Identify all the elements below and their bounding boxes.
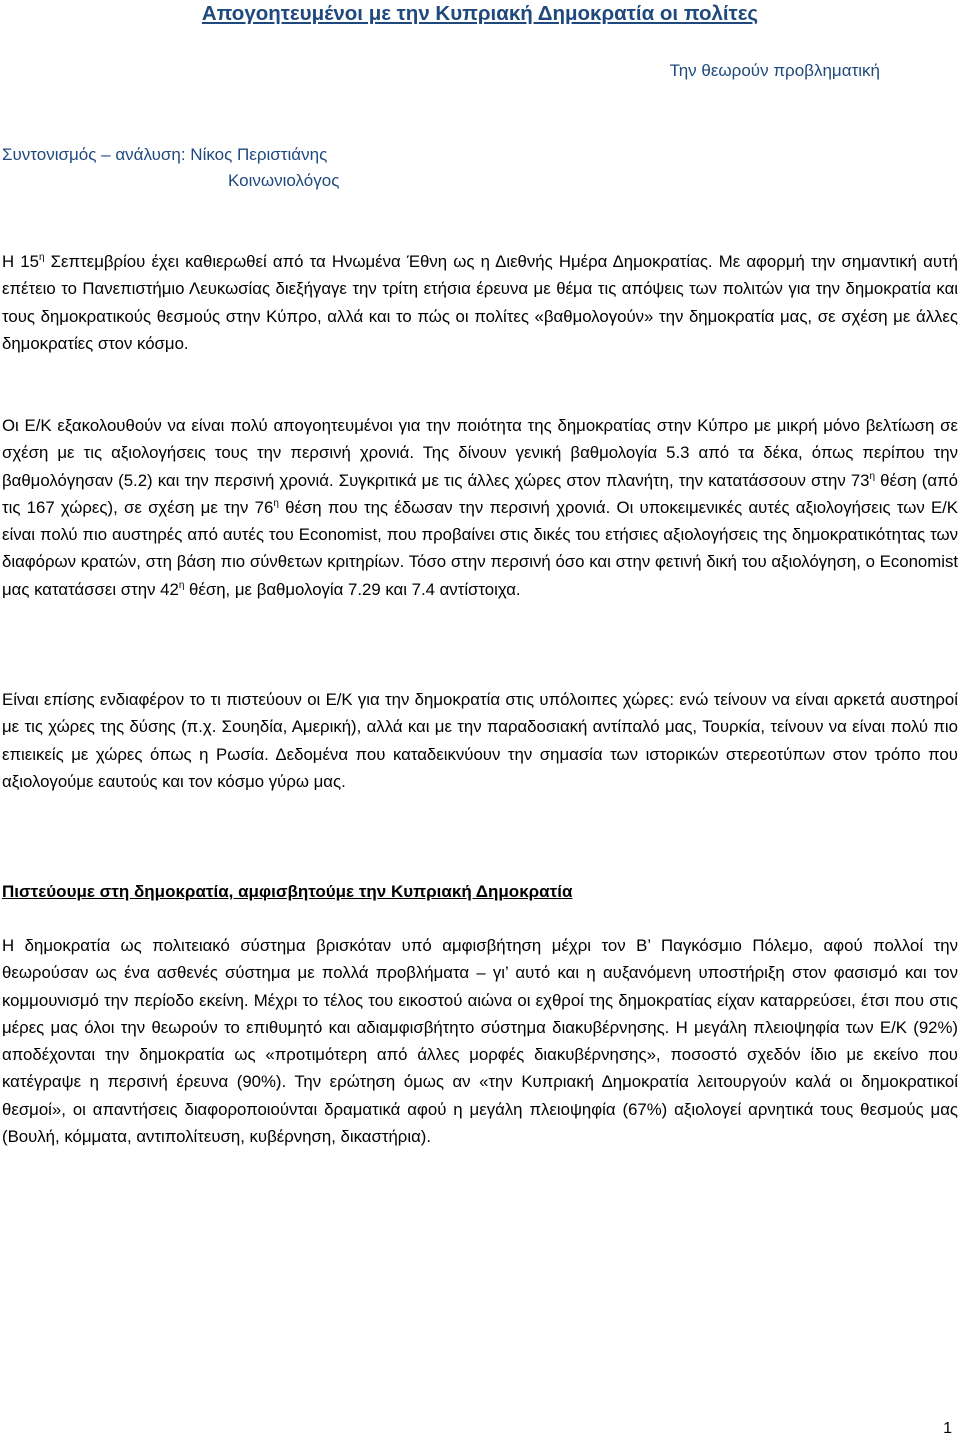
page-subtitle: Την θεωρούν προβληματική [669, 61, 880, 80]
section-heading: Πιστεύουμε στη δημοκρατία, αμφισβητούμε την Κυπριακή Δημοκρατία [2, 882, 573, 901]
text-run: θέση, με βαθμολογία 7.29 και 7.4 αντίστοιχα. [184, 579, 521, 599]
superscript: η [273, 497, 279, 509]
text-run: θέση (από τις 167 χώρες), σε σχέση με την 76 [2, 470, 958, 517]
text-run: Η 15 [2, 252, 39, 271]
byline-coordination: Συντονισμός – ανάλυση: Νίκος Περιστιάνης [2, 145, 328, 164]
paragraph-other-countries: Είναι επίσης ενδιαφέρον το τι πιστεύουν οι Ε/Κ για την δημοκρατία στις υπόλοιπες χώρες: ενώ τείνουν να είναι αρκετά αυστηροί με τις χώρες της δύσης (π.χ. Σουηδία, Αμερική), αλλά και με την παραδοσιακή αντίπαλό μας, Τουρκία, τείνουν να είναι πολύ πιο επιεικείς με χώρες όπως η Ρωσία. Δεδομένα που καταδεικνύουν την σημασία των ιστορικών στερεοτύπων στον τρόπο που αξιολογούμε εαυτούς και τον κόσμο γύρω μας. [2, 690, 958, 791]
page-number: 1 [943, 1420, 952, 1437]
paragraph-belief: Η δημοκρατία ως πολιτειακό σύστημα βρισκόταν υπό αμφισβήτηση μέχρι τον Β’ Παγκόσμιο Πόλεμο, αφού πολλοί την θεωρούσαν ως ένα ασθενές σύστημα με πολλά προβλήματα – γι’ αυτό και η αυξανόμενη υποστήριξη στον φασισμό και τον κομμουνισμό την περίοδο εκείνη. Μέχρι το τέλος του εικοστού αιώνα οι εχθροί της δημοκρατίας είχαν καταρρεύσει, έτσι που στις μέρες μας όλοι την θεωρούν το επιθυμητό και αδιαμφισβήτητο σύστημα διακυβέρνησης. Η μεγάλη πλειοψηφία των Ε/Κ (92%) αποδέχονται την δημοκρατία ως «προτιμότερη από άλλες μορφές διακυβέρνησης», ποσοστό σχεδόν ίδιο με εκείνο που κατέγραψε η περσινή έρευνα (90%). Την ερώτηση όμως αν «την Κυπριακή Δημοκρατία λειτουργούν καλά οι δημοκρατικοί θεσμοί», οι απαντήσεις διαφοροποιούνται δραματικά αφού η μεγάλη πλειοψηφία (67%) αξιολογεί αρνητικά τους θεσμούς μας (Βουλή, κόμματα, αντιπολίτευση, κυβέρνηση, δικαστήρια). [2, 936, 958, 1147]
paragraph-ratings [2, 412, 958, 603]
text-run: θέση που της έδωσαν την περσινή χρονιά. Οι υποκειμενικές αυτές αξιολογήσεις των Ε/Κ είναι πολύ πιο αυστηρές από αυτές του Economist, που προβαίνει στις δικές του ετήσιες αξιολογήσεις της δημοκρατικότητας των διαφόρων κρατών, στη βάση πιο σύνθετων κριτηρίων. Τόσο στην περσινή όσο και στην φετινή δική του αξιολόγηση, ο Economist μας κατατάσσει στην 42 [2, 497, 958, 599]
paragraph-intro [2, 248, 958, 357]
superscript: η [178, 579, 185, 591]
text-run: Οι Ε/Κ εξακολουθούν να είναι πολύ απογοητευμένοι για την ποιότητα της δημοκρατίας στην Κύπρο με μικρή μόνο βελτίωση σε σχέση με τις αξιολογήσεις τους την περσινή χρονιά. Της δίνουν γενική βαθμολογία 5.3 από τα δέκα, όπως περίπου την βαθμολόγησαν (5.2) και την περσινή χρονιά. Συγκριτικά με τις άλλες χώρες στον πλανήτη, την κατατάσσουν στην 73 [2, 416, 958, 490]
superscript: η [869, 470, 876, 482]
byline-role: Κοινωνιολόγος [228, 171, 340, 190]
text-run: Σεπτεμβρίου έχει καθιερωθεί από τα Ηνωμένα Έθνη ως η Διεθνής Ημέρα Δημοκρατίας. Με αφορμή την σημαντική αυτή επέτειο το Πανεπιστήμιο Λευκωσίας διεξήγαγε την τρίτη ετήσια έρευνα με θέμα τις απόψεις των πολιτών για την δημοκρατία και τους δημοκρατικούς θεσμούς στην Κύπρο, αλλά και το πώς οι πολίτες «βαθμολογούν» την δημοκρατία μας, σε σχέση με άλλες δημοκρατίες στον κόσμο. [2, 252, 958, 353]
superscript: η [38, 252, 45, 263]
page-title: Απογοητευμένοι με την Κυπριακή Δημοκρατία οι πολίτες [201, 2, 759, 25]
byline [2, 142, 339, 194]
